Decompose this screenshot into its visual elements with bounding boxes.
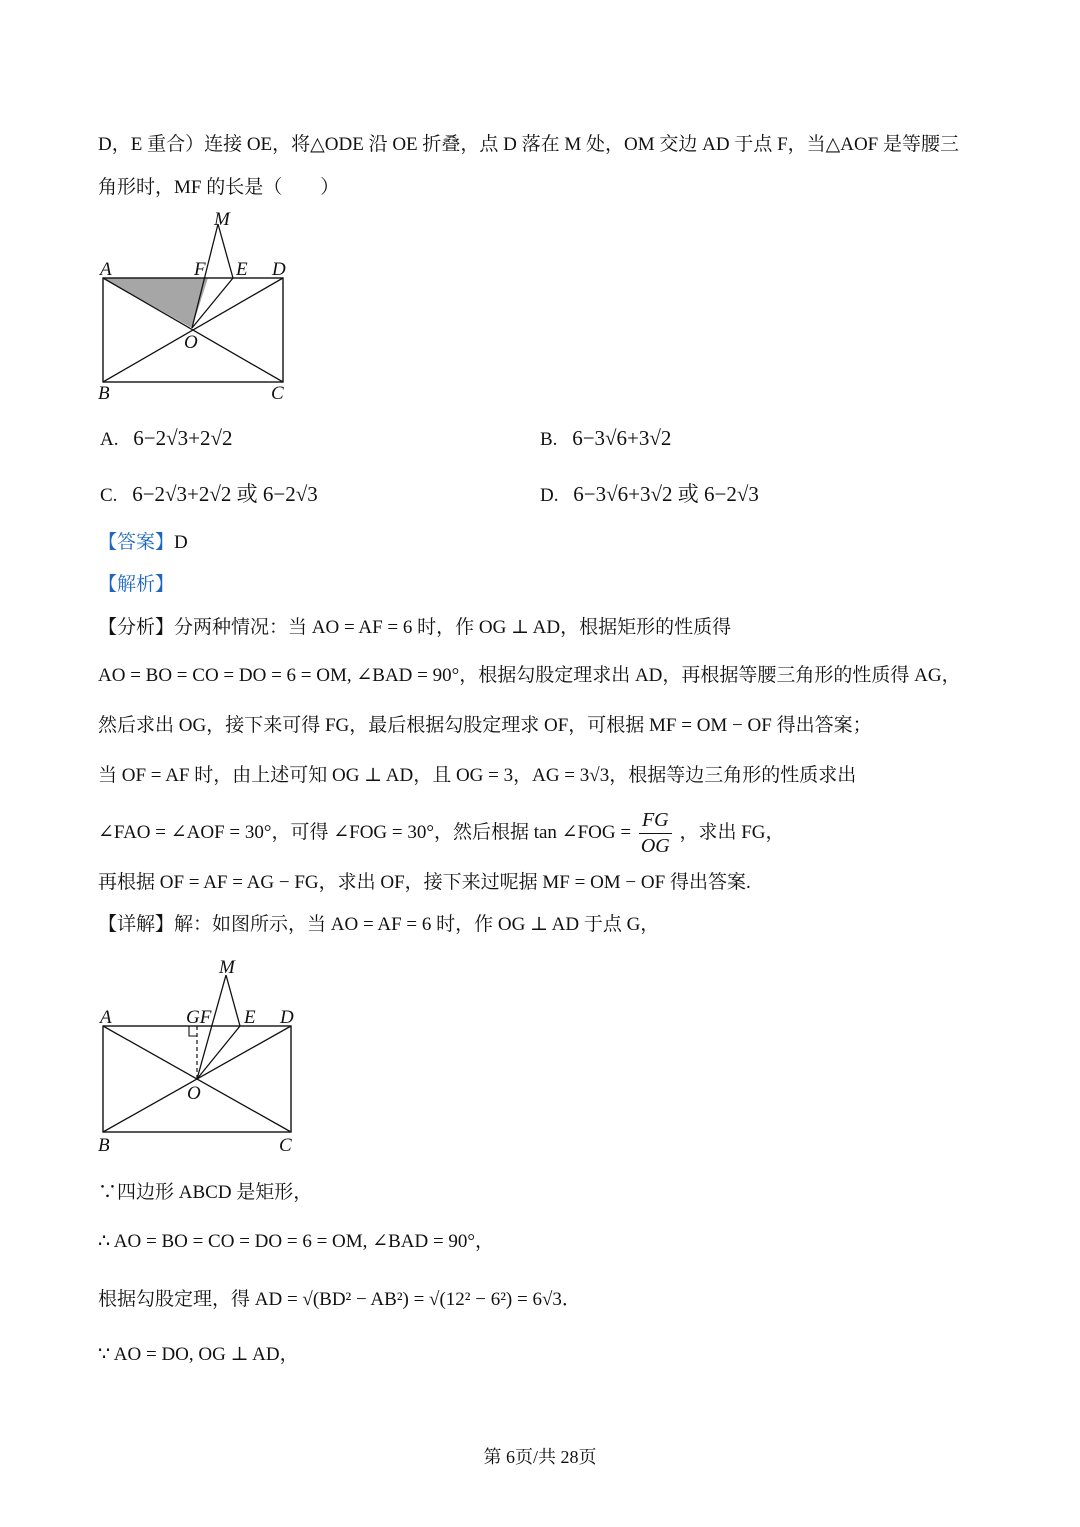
fraction-fg-og	[639, 808, 672, 859]
figure-2	[90, 953, 310, 1158]
answer-tag: 【答案】	[98, 532, 175, 553]
option-a-letter: A.	[100, 429, 119, 450]
label-m: M	[214, 209, 230, 230]
label-e: E	[236, 259, 248, 280]
label-c: C	[271, 383, 284, 404]
option-c-text: 6−2√3+2√2 或 6−2√3	[132, 482, 318, 506]
option-a-text: 6−2√3+2√2	[133, 426, 233, 450]
shaded-triangle-aof	[103, 278, 208, 328]
label-o-2: O	[187, 1083, 201, 1104]
label-b-2: B	[98, 1135, 110, 1156]
option-a[interactable]	[100, 428, 232, 449]
label-o: O	[184, 332, 198, 353]
fraction-numerator: FG	[639, 808, 672, 834]
fenxi-tag: 【分析】	[98, 617, 175, 638]
label-d-2: D	[280, 1007, 294, 1028]
detail-line-4: 根据勾股定理，得 AD = √(BD² − AB²) = √(12² − 6²) = 6√3．	[98, 1289, 581, 1310]
label-a: A	[100, 259, 112, 280]
option-d-letter: D.	[540, 485, 559, 506]
label-b: B	[98, 383, 110, 404]
detail-line-5: ∵ AO = DO, OG ⊥ AD，	[98, 1344, 299, 1365]
label-c-2: C	[279, 1135, 292, 1156]
segment-me-2	[226, 975, 240, 1026]
page-footer: 第 6页/共 28页	[483, 1447, 597, 1467]
label-gf-2: GF	[186, 1007, 212, 1028]
option-d-text: 6−3√6+3√2 或 6−2√3	[573, 482, 759, 506]
label-a-2: A	[100, 1007, 112, 1028]
question-line-2: 角形时，MF 的长是（ ）	[98, 177, 340, 198]
analysis-line-1	[98, 618, 731, 637]
question-line-1: D，E 重合）连接 OE，将△ODE 沿 OE 折叠，点 D 落在 M 处，OM 交边 AD 于点 F，当△AOF 是等腰三	[98, 134, 960, 155]
label-e-2: E	[244, 1007, 256, 1028]
analysis-line-6: 再根据 OF = AF = AG − FG，求出 OF，接下来过呢据 MF = OM − OF 得出答案.	[98, 872, 751, 893]
option-b-text: 6−3√6+3√2	[572, 426, 672, 450]
analysis-heading	[98, 575, 174, 594]
detail-tag: 【详解】	[98, 914, 175, 935]
option-c-letter: C.	[100, 485, 118, 506]
option-b[interactable]	[540, 428, 671, 449]
detail-line-2: ∵四边形 ABCD 是矩形，	[98, 1182, 313, 1203]
label-f: F	[194, 259, 206, 280]
detail-line-1	[98, 915, 659, 934]
analysis-text-5b: ，求出 FG，	[679, 821, 785, 843]
option-d[interactable]	[540, 484, 759, 505]
label-m-2: M	[219, 957, 235, 978]
analysis-line-5	[98, 808, 785, 859]
analysis-text-1: 分两种情况：当 AO = AF = 6 时，作 OG ⊥ AD，根据矩形的性质得	[174, 617, 732, 638]
label-d: D	[272, 259, 286, 280]
detail-line-3: ∴ AO = BO = CO = DO = 6 = OM, ∠BAD = 90°，	[98, 1231, 495, 1252]
fraction-denominator: OG	[640, 835, 670, 857]
analysis-tag: 【解析】	[98, 574, 175, 595]
analysis-text-5a: ∠FAO = ∠AOF = 30°，可得 ∠FOG = 30°，然后根据 tan ∠FOG =	[98, 821, 632, 843]
analysis-line-2: AO = BO = CO = DO = 6 = OM, ∠BAD = 90°，根据勾股定理求出 AD，再根据等腰三角形的性质得 AG，	[98, 665, 961, 686]
segment-me	[218, 224, 233, 278]
detail-text-1: 解：如图所示，当 AO = AF = 6 时，作 OG ⊥ AD 于点 G，	[174, 914, 660, 935]
option-c[interactable]	[100, 484, 318, 505]
figure-1	[90, 205, 310, 405]
analysis-line-4: 当 OF = AF 时，由上述可知 OG ⊥ AD，且 OG = 3，AG = 3√3，根据等边三角形的性质求出	[98, 765, 857, 786]
analysis-line-3: 然后求出 OG，接下来可得 FG，最后根据勾股定理求 OF，可根据 MF = OM − OF 得出答案；	[98, 715, 872, 736]
segment-oe-2	[197, 1026, 240, 1079]
option-b-letter: B.	[540, 429, 558, 450]
answer-value: D	[174, 532, 188, 553]
answer-line	[98, 533, 188, 552]
